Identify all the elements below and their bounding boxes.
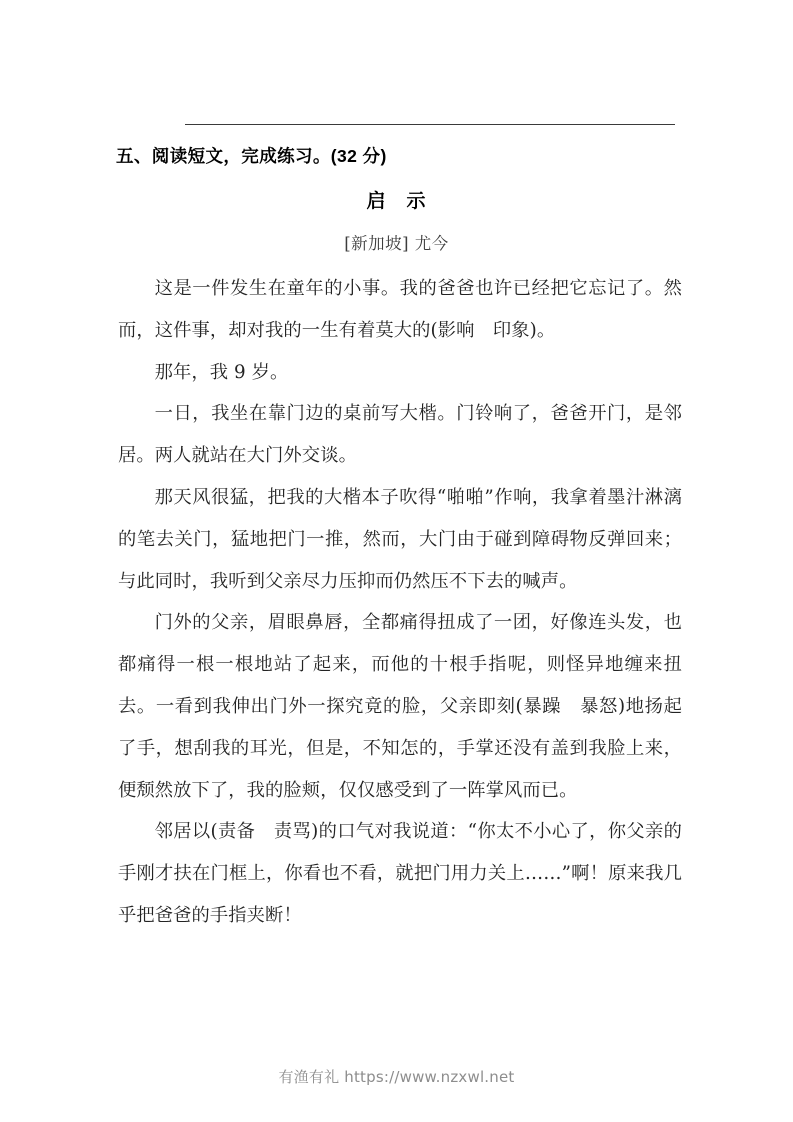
article-title: 启 示 bbox=[366, 191, 427, 212]
paragraph: 那年，我 9 岁。 bbox=[154, 361, 289, 383]
section-heading: 五、阅读短文，完成练习。(32 分) bbox=[116, 146, 387, 166]
paragraph: 这是一件发生在童年的小事。我的爸爸也许已经把它忘记了。然而，这件事，却对我的一生有着莫大的(影响 印象)。 bbox=[118, 278, 682, 341]
article-body bbox=[118, 268, 682, 937]
article-byline: [新加坡] 尤今 bbox=[344, 234, 449, 253]
paragraph: 邻居以(责备 责骂)的口气对我说道：“你太不小心了，你父亲的手刚才扶在门框上，你看也不看，就把门用力关上……”啊！原来我几乎把爸爸的手指夹断！ bbox=[118, 821, 682, 926]
paragraph: 门外的父亲，眉眼鼻唇，全都痛得扭成了一团，好像连头发，也都痛得一根一根地站了起来，而他的十根手指呢，则怪异地缠来扭去。一看到我伸出门外一探究竟的脸，父亲即刻(暴躁 暴怒)地扬起了手，想刮我的耳光，但是，不知怎的，手掌还没有盖到我脸上来，便颓然放下了，我的脸颊，仅仅感受到了一阵掌风而已。 bbox=[118, 612, 682, 801]
watermark: 有渔有礼 https://www.nzxwl.net bbox=[278, 1068, 515, 1086]
paragraph: 那天风很猛，把我的大楷本子吹得“啪啪”作响，我拿着墨汁淋漓的笔去关门，猛地把门一推，然而，大门由于碰到障碍物反弹回来；与此同时，我听到父亲尽力压抑而仍然压不下去的喊声。 bbox=[118, 486, 682, 592]
paragraph: 一日，我坐在靠门边的桌前写大楷。门铃响了，爸爸开门，是邻居。两人就站在大门外交谈。 bbox=[118, 403, 682, 467]
header-divider-rule bbox=[185, 124, 675, 125]
